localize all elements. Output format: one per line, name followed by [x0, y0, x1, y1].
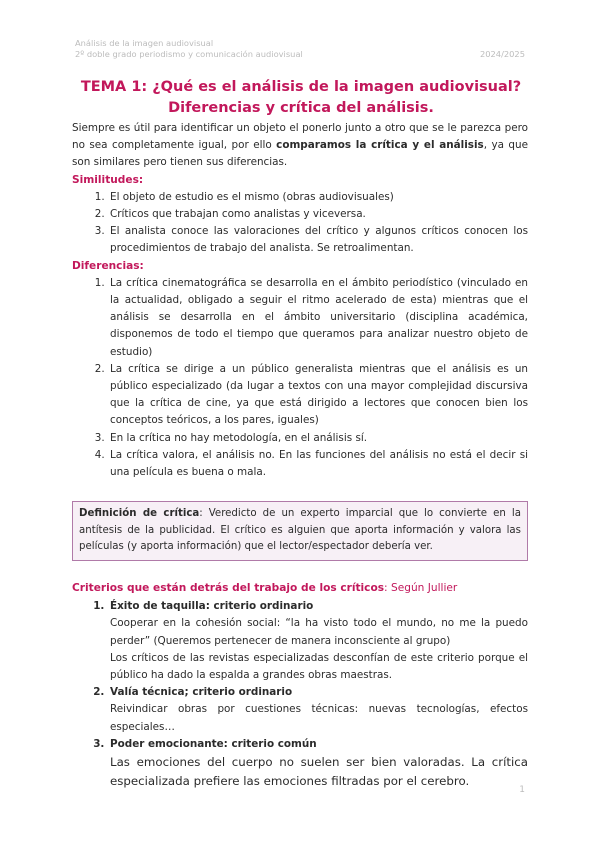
list-item	[108, 684, 528, 736]
list-item: 3. En la crítica no hay metodología, en el análisis sí.	[108, 430, 528, 447]
criterios-title: Criterios que están detrás del trabajo de los críticos	[72, 582, 385, 595]
similitudes-heading: Similitudes:	[72, 173, 144, 186]
page-number: 1	[519, 785, 525, 795]
page-header	[75, 38, 525, 60]
list-item: 1. El objeto de estudio es el mismo (obras audiovisuales)	[108, 189, 528, 206]
list-item: 4. La crítica valora, el análisis no. En las funciones del análisis no está el decir si una película es buena o mala.	[108, 447, 528, 481]
criterio-title: Poder emocionante: criterio común	[110, 737, 317, 750]
criterios-author: : Según Jullier	[384, 582, 458, 595]
page-title: TEMA 1: ¿Qué es el análisis de la imagen audiovisual? Diferencias y crítica del análisis.	[80, 79, 522, 116]
definition-label: Definición de crítica	[79, 508, 200, 520]
criterios-list	[72, 598, 528, 792]
intro-text-start: Siempre es útil para identificar un objeto el ponerlo junto a otro que se le parezca pero no sea completamente igual, por ello	[72, 122, 528, 152]
definition-text: : Veredicto de un experto imparcial que lo convierte en la antítesis de la publicidad. El crítico es alguien que aporta información y valora las películas (y aporta información) que el lector/espectador debería ver.	[79, 508, 521, 553]
intro-bold: comparamos la crítica y el análisis	[276, 139, 484, 152]
intro-text-end: , ya que son similares pero tienen sus diferencias.	[72, 139, 528, 169]
definition-box	[72, 501, 528, 561]
list-item: 1. La crítica cinematográfica se desarrolla en el ámbito periodístico (vinculado en la actualidad, obligado a seguir el ritmo acelerado de esta) mientras que el análisis se desarrolla en el ámbito universitario (disciplina académica, disponemos de todo el tiempo que queramos para analizar nuestro objeto de estudio)	[108, 275, 528, 361]
criterios-heading	[72, 580, 528, 597]
criterio-line: Los críticos de las revistas especializadas desconfían de este criterio porque el público ha dado la espalda a grandes obras maestras.	[110, 651, 528, 682]
criterio-line: Reivindicar obras por cuestiones técnicas: nuevas tecnologías, efectos especiales…	[110, 703, 528, 733]
list-item: 2. La crítica se dirige a un público generalista mientras que el análisis es un público especializado (da lugar a textos con una mayor complejidad discursiva que la crítica de cine, ya que está dirigido a lectores que conocen bien los conceptos teóricos, a los pares, iguales)	[108, 361, 528, 430]
header-year: 2024/2025	[479, 49, 525, 59]
list-item: 3. El analista conoce las valoraciones del crítico y algunos críticos conocen los procedimientos de trabajo del analista. Se retroalimentan.	[108, 223, 528, 257]
header-course: Análisis de la imagen audiovisual	[75, 38, 214, 48]
criterio-title: Éxito de taquilla: criterio ordinario	[110, 600, 314, 613]
intro-paragraph	[72, 120, 528, 172]
diferencias-list	[72, 275, 528, 481]
list-item	[108, 736, 528, 792]
header-degree: 2º doble grado periodismo y comunicación audiovisual	[75, 49, 303, 59]
criterio-title: Valía técnica; criterio ordinario	[110, 686, 293, 699]
list-item	[108, 598, 528, 684]
diferencias-heading: Diferencias:	[72, 259, 144, 272]
document-body	[72, 120, 528, 792]
list-item: 2. Críticos que trabajan como analistas y viceversa.	[108, 206, 528, 223]
criterio-line: Cooperar en la cohesión social: “la ha visto todo el mundo, no me la puedo perder” (Queremos pertenecer de manera inconsciente al grupo)	[110, 617, 528, 647]
similitudes-list	[72, 189, 528, 258]
criterio-line: Las emociones del cuerpo no suelen ser bien valoradas. La crítica especializada prefiere las emociones filtradas por el cerebro.	[110, 755, 528, 789]
